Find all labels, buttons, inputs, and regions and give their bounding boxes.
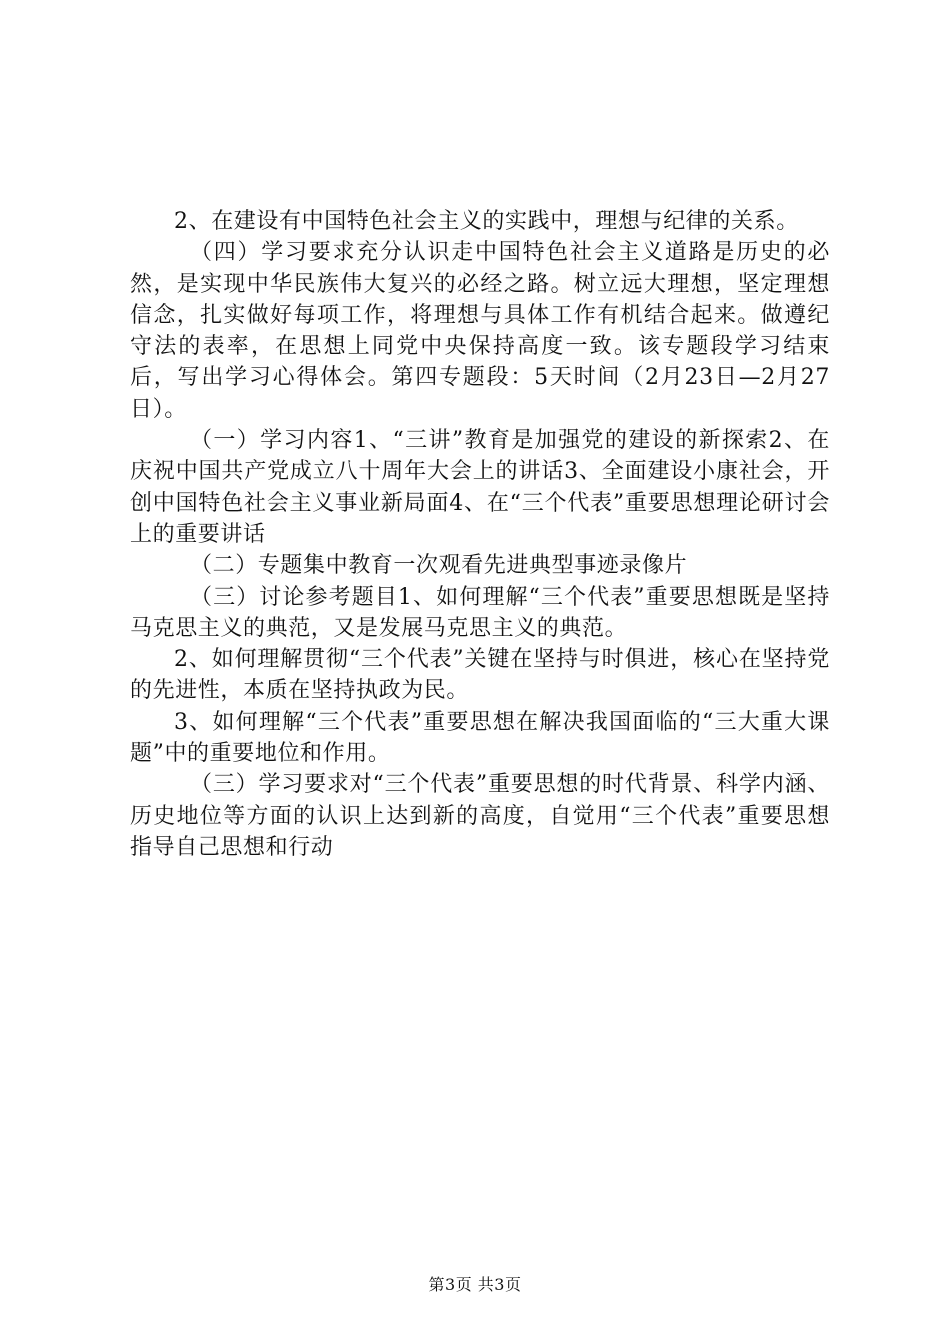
paragraph-study-content: （一）学习内容1、“三讲”教育是加强党的建设的新探索2、在庆祝中国共产党成立八十周年大会上的讲话3、全面建设小康社会，开创中国特色社会主义事业新局面4、在“三个代表”重要思想理论研讨会上的重要讲话 xyxy=(130,428,830,547)
paragraph-relation-ideal-discipline: 2、在建设有中国特色社会主义的实践中，理想与纪律的关系。 xyxy=(174,209,799,234)
paragraph-discussion-topics: （三）讨论参考题目1、如何理解“三个代表”重要思想既是坚持马克思主义的典范，又是发展马克思主义的典范。 xyxy=(130,584,830,641)
paragraph-study-requirements-4: （四）学习要求充分认识走中国特色社会主义道路是历史的必然，是实现中华民族伟大复兴的必经之路。树立远大理想，坚定理想信念，扎实做好每项工作，将理想与具体工作有机结合起来。做遵纪守法的表率，在思想上同党中央保持高度一致。该专题段学习结束后，写出学习心得体会。第四专题段：5天时间（2月23日—2月27日）。 xyxy=(130,240,830,422)
document-body xyxy=(130,206,830,863)
paragraph-study-requirements-final: （三）学习要求对“三个代表”重要思想的时代背景、科学内涵、历史地位等方面的认识上达到新的高度，自觉用“三个代表”重要思想指导自己思想和行动 xyxy=(130,772,830,860)
page-footer: 第3页 共3页 xyxy=(428,1275,522,1294)
paragraph-topic-2: 2、如何理解贯彻“三个代表”关键在坚持与时俱进，核心在坚持党的先进性，本质在坚持执政为民。 xyxy=(130,647,830,704)
paragraph-focused-education: （二）专题集中教育一次观看先进典型事迹录像片 xyxy=(190,553,688,579)
paragraph-topic-3: 3、如何理解“三个代表”重要思想在解决我国面临的“三大重大课题”中的重要地位和作用。 xyxy=(130,709,830,767)
